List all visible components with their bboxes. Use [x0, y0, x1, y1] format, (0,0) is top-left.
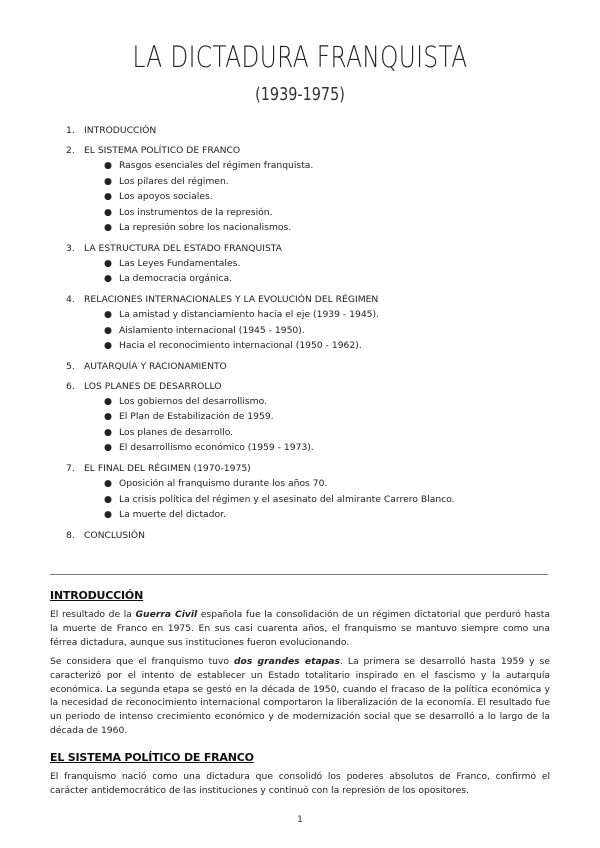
bullet-icon: ● [104, 426, 113, 438]
toc-subitem-label: Los gobiernos del desarrollismo. [119, 395, 267, 407]
toc-number: 5. [66, 360, 75, 372]
toc-section [66, 124, 566, 138]
toc-number: 6. [66, 380, 75, 392]
toc-subitem [66, 174, 566, 190]
toc-subitem [66, 271, 566, 287]
document-title: LA DICTADURA FRANQUISTA [132, 40, 468, 74]
toc-subitem-label: La democracia orgánica. [119, 273, 233, 285]
toc-label: LA ESTRUCTURA DEL ESTADO FRANQUISTA [84, 242, 282, 254]
toc-subitem [66, 205, 566, 221]
toc-subitem [66, 158, 566, 174]
toc-label: LOS PLANES DE DESARROLLO [84, 380, 222, 392]
toc-label: AUTARQUÍA Y RACIONAMIENTO [84, 360, 227, 372]
toc-subitem [66, 256, 566, 272]
bullet-icon: ● [104, 257, 113, 269]
bullet-icon: ● [104, 509, 113, 521]
toc-subitem [66, 492, 566, 508]
toc-subitem-label: El desarrollismo económico (1959 - 1973). [119, 442, 314, 454]
toc-label: CONCLUSIÓN [84, 529, 145, 541]
toc-subitem [66, 394, 566, 410]
bullet-icon: ● [104, 478, 113, 490]
toc-subitem [66, 440, 566, 456]
intro-p1-text-a: El resultado de la [50, 609, 136, 620]
toc-subitem-label: La crisis política del régimen y el asesinato del almirante Carrero Blanco. [119, 493, 455, 505]
bullet-icon: ● [104, 191, 113, 203]
document-subtitle: (1939-1975) [255, 84, 345, 105]
bullet-icon: ● [104, 493, 113, 505]
toc-subitem [66, 189, 566, 205]
toc-label: INTRODUCCIÓN [84, 125, 157, 136]
intro-paragraph-1 [50, 608, 550, 649]
bullet-icon: ● [104, 273, 113, 285]
toc-section [66, 293, 566, 354]
page-number: 1 [297, 815, 303, 825]
bullet-icon: ● [104, 442, 113, 454]
toc-section [66, 144, 566, 236]
bullet-icon: ● [104, 411, 113, 423]
intro-p1-emphasis: Guerra Civil [135, 609, 198, 620]
toc-subitem [66, 307, 566, 323]
toc-subitem-label: Los pilares del régimen. [119, 175, 229, 187]
toc-subitem-label: La represión sobre los nacionalismos. [119, 222, 292, 234]
toc-section [66, 360, 566, 374]
system-heading: EL SISTEMA POLÍTICO DE FRANCO [50, 751, 254, 764]
toc-number: 3. [66, 242, 75, 254]
toc-subitem [66, 425, 566, 441]
toc-subitem-label: Oposición al franquismo durante los años 70. [119, 478, 328, 490]
toc-subitem [66, 220, 566, 236]
bullet-icon: ● [104, 309, 113, 321]
intro-paragraph-2 [50, 655, 550, 738]
bullet-icon: ● [104, 175, 113, 187]
toc-label: RELACIONES INTERNACIONALES Y LA EVOLUCIÓN DEL RÉGIMEN [84, 294, 379, 306]
toc-label: EL FINAL DEL RÉGIMEN (1970-1975) [84, 463, 251, 475]
toc-subitem-label: Rasgos esenciales del régimen franquista. [119, 160, 314, 172]
toc-subitem-label: Los instrumentos de la represión. [119, 206, 273, 218]
toc-number: 2. [66, 145, 75, 157]
bullet-icon: ● [104, 324, 113, 336]
toc-subitem [66, 409, 566, 425]
toc-subitem [66, 507, 566, 523]
toc-subitem [66, 323, 566, 339]
toc-subitem-label: El Plan de Estabilización de 1959. [119, 411, 274, 423]
section-divider [50, 574, 548, 575]
toc-subitem-label: Las Leyes Fundamentales. [119, 257, 241, 269]
toc-subitem [66, 338, 566, 354]
toc-section [66, 462, 566, 523]
toc-number: 1. [66, 125, 75, 136]
toc-subitem-label: Los apoyos sociales. [119, 191, 213, 203]
toc-subitem [66, 476, 566, 492]
toc-subitem-label: La muerte del dictador. [119, 509, 226, 521]
toc-subitem-label: Los planes de desarrollo. [119, 426, 234, 438]
table-of-contents [66, 124, 566, 549]
intro-p2-text-b: . La primera se desarrolló hasta 1959 y se caracterizó por el intento de establecer un Estado totalitario inspirado en el fascismo y la autarquía económica. La segunda etapa se gestó en la década de 1950, cuando el fracaso de la política económica y la necesidad de reconocimiento internacional comportaron la liberalización de la economía. El resultado fue un periodo de intenso crecimiento económico y de modernización social que se desarrolló a lo largo de la década de 1960. [50, 656, 550, 736]
toc-label: EL SISTEMA POLÍTICO DE FRANCO [84, 145, 241, 157]
system-paragraph-1: El franquismo nació como una dictadura que consolidó los poderes absolutos de Franco, confirmó el carácter antidemocrático de las instituciones y continuó con la represión de los opositores. [50, 771, 550, 796]
intro-p1-text-b: española fue la consolidación de un régimen dictatorial que perduró hasta la muerte de Franco en 1975. En sus casi cuarenta años, el franquismo se mantuvo siempre como una férrea dictadura, aunque sus instituciones fueron evolucionando. [50, 609, 550, 648]
bullet-icon: ● [104, 222, 113, 234]
toc-subitem-label: La amistad y distanciamiento hacia el eje (1939 - 1945). [119, 309, 380, 321]
toc-subitem-label: Hacia el reconocimiento internacional (1950 - 1962). [119, 340, 362, 352]
toc-number: 7. [66, 463, 75, 475]
intro-p2-text-a: Se considera que el franquismo tuvo [50, 656, 234, 667]
toc-section [66, 529, 566, 543]
intro-heading: INTRODUCCIÓN [50, 589, 144, 602]
bullet-icon: ● [104, 340, 113, 352]
toc-section [66, 242, 566, 287]
bullet-icon: ● [104, 160, 113, 172]
bullet-icon: ● [104, 395, 113, 407]
intro-p2-emphasis: dos grandes etapas [233, 656, 340, 667]
toc-number: 4. [66, 294, 75, 306]
bullet-icon: ● [104, 206, 113, 218]
toc-section [66, 380, 566, 456]
toc-number: 8. [66, 529, 75, 541]
toc-subitem-label: Aislamiento internacional (1945 - 1950). [119, 324, 305, 336]
